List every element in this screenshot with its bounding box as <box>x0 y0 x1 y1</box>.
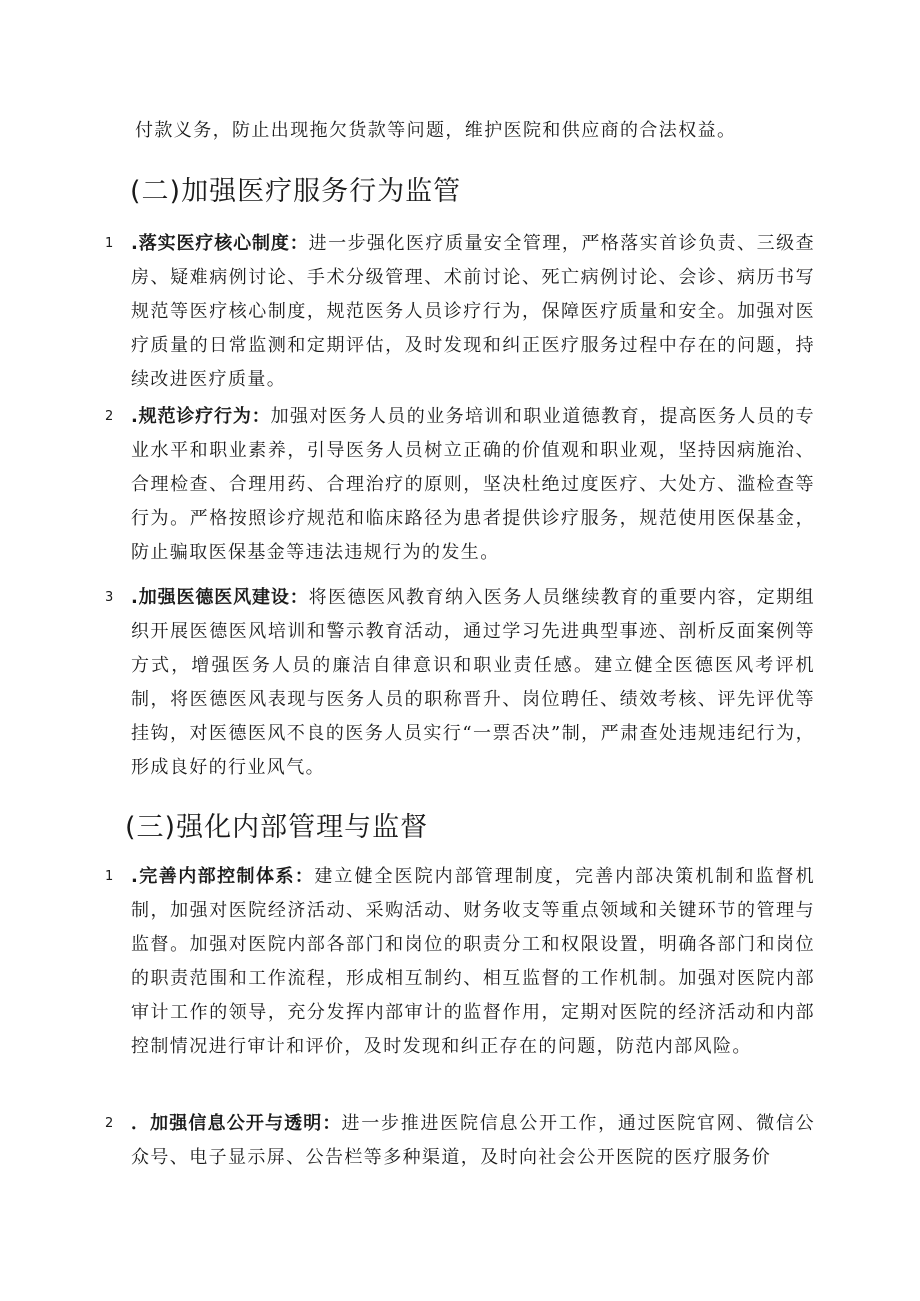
list-item <box>105 398 815 570</box>
item-lead: .规范诊疗行为： <box>131 406 271 427</box>
item-body <box>131 860 815 1064</box>
list-item <box>105 858 815 1064</box>
item-text: 加强对医务人员的业务培训和职业道德教育，提高医务人员的专业水平和职业素养，引导医务人员树立正确的价值观和职业观，坚持因病施治、合理检查、合理用药、合理治疗的原则，坚决杜绝过度医疗、大处方、滥检查等行为。严格按照诊疗规范和临床路径为患者提供诊疗服务，规范使用医保基金，防止骗取医保基金等违法违规行为的发生。 <box>131 406 815 563</box>
item-number: 1 <box>105 236 114 251</box>
item-body <box>131 227 815 397</box>
item-body <box>131 1107 815 1175</box>
section-heading-3: (三)强化内部管理与监督 <box>125 812 429 843</box>
list-item <box>105 1105 815 1175</box>
item-text: 进一步推进医院信息公开工作，通过医院官网、微信公众号、电子显示屏、公告栏等多种渠道，及时向社会公开医院的医疗服务价 <box>131 1113 815 1168</box>
item-body <box>131 400 815 570</box>
item-text: 将医德医风教育纳入医务人员继续教育的重要内容，定期组织开展医德医风培训和警示教育活动，通过学习先进典型事迹、剖析反面案例等方式，增强医务人员的廉洁自律意识和职业责任感。建立健全医德医风考评机制，将医德医风表现与医务人员的职称晋升、岗位聘任、绩效考核、评先评优等挂钩，对医德医风不良的医务人员实行“一票否决”制，严肃查处违规违纪行为，形成良好的行业风气。 <box>131 587 815 778</box>
item-number: 1 <box>105 869 114 884</box>
item-number: 3 <box>105 590 114 605</box>
continuation-paragraph: 付款义务，防止出现拖欠货款等问题，维护医院和供应商的合法权益。 <box>135 120 737 141</box>
item-lead: .加强医德医风建设： <box>131 587 309 608</box>
section-heading-2: (二)加强医疗服务行为监管 <box>130 176 462 207</box>
item-text: 建立健全医院内部管理制度，完善内部决策机制和监督机制，加强对医院经济活动、采购活动、财务收支等重点领域和关键环节的管理与监督。加强对医院内部各部门和岗位的职责分工和权限设置，明确各部门和岗位的职责范围和工作流程，形成相互制约、相互监督的工作机制。加强对医院内部审计工作的领导，充分发挥内部审计的监督作用，定期对医院的经济活动和内部控制情况进行审计和评价，及时发现和纠正存在的问题，防范内部风险。 <box>131 866 815 1057</box>
item-lead: .落实医疗核心制度： <box>131 233 309 254</box>
item-body <box>131 581 815 785</box>
list-item <box>105 225 815 397</box>
item-lead: .完善内部控制体系： <box>131 866 315 887</box>
item-lead: ．加强信息公开与透明： <box>131 1113 342 1134</box>
item-number: 2 <box>105 409 114 424</box>
item-text: 进一步强化医疗质量安全管理，严格落实首诊负责、三级查房、疑难病例讨论、手术分级管理、术前讨论、死亡病例讨论、会诊、病历书写规范等医疗核心制度，规范医务人员诊疗行为，保障医疗质量和安全。加强对医疗质量的日常监测和定期评估，及时发现和纠正医疗服务过程中存在的问题，持续改进医疗质量。 <box>131 233 815 390</box>
list-item <box>105 579 815 785</box>
item-number: 2 <box>105 1116 114 1131</box>
